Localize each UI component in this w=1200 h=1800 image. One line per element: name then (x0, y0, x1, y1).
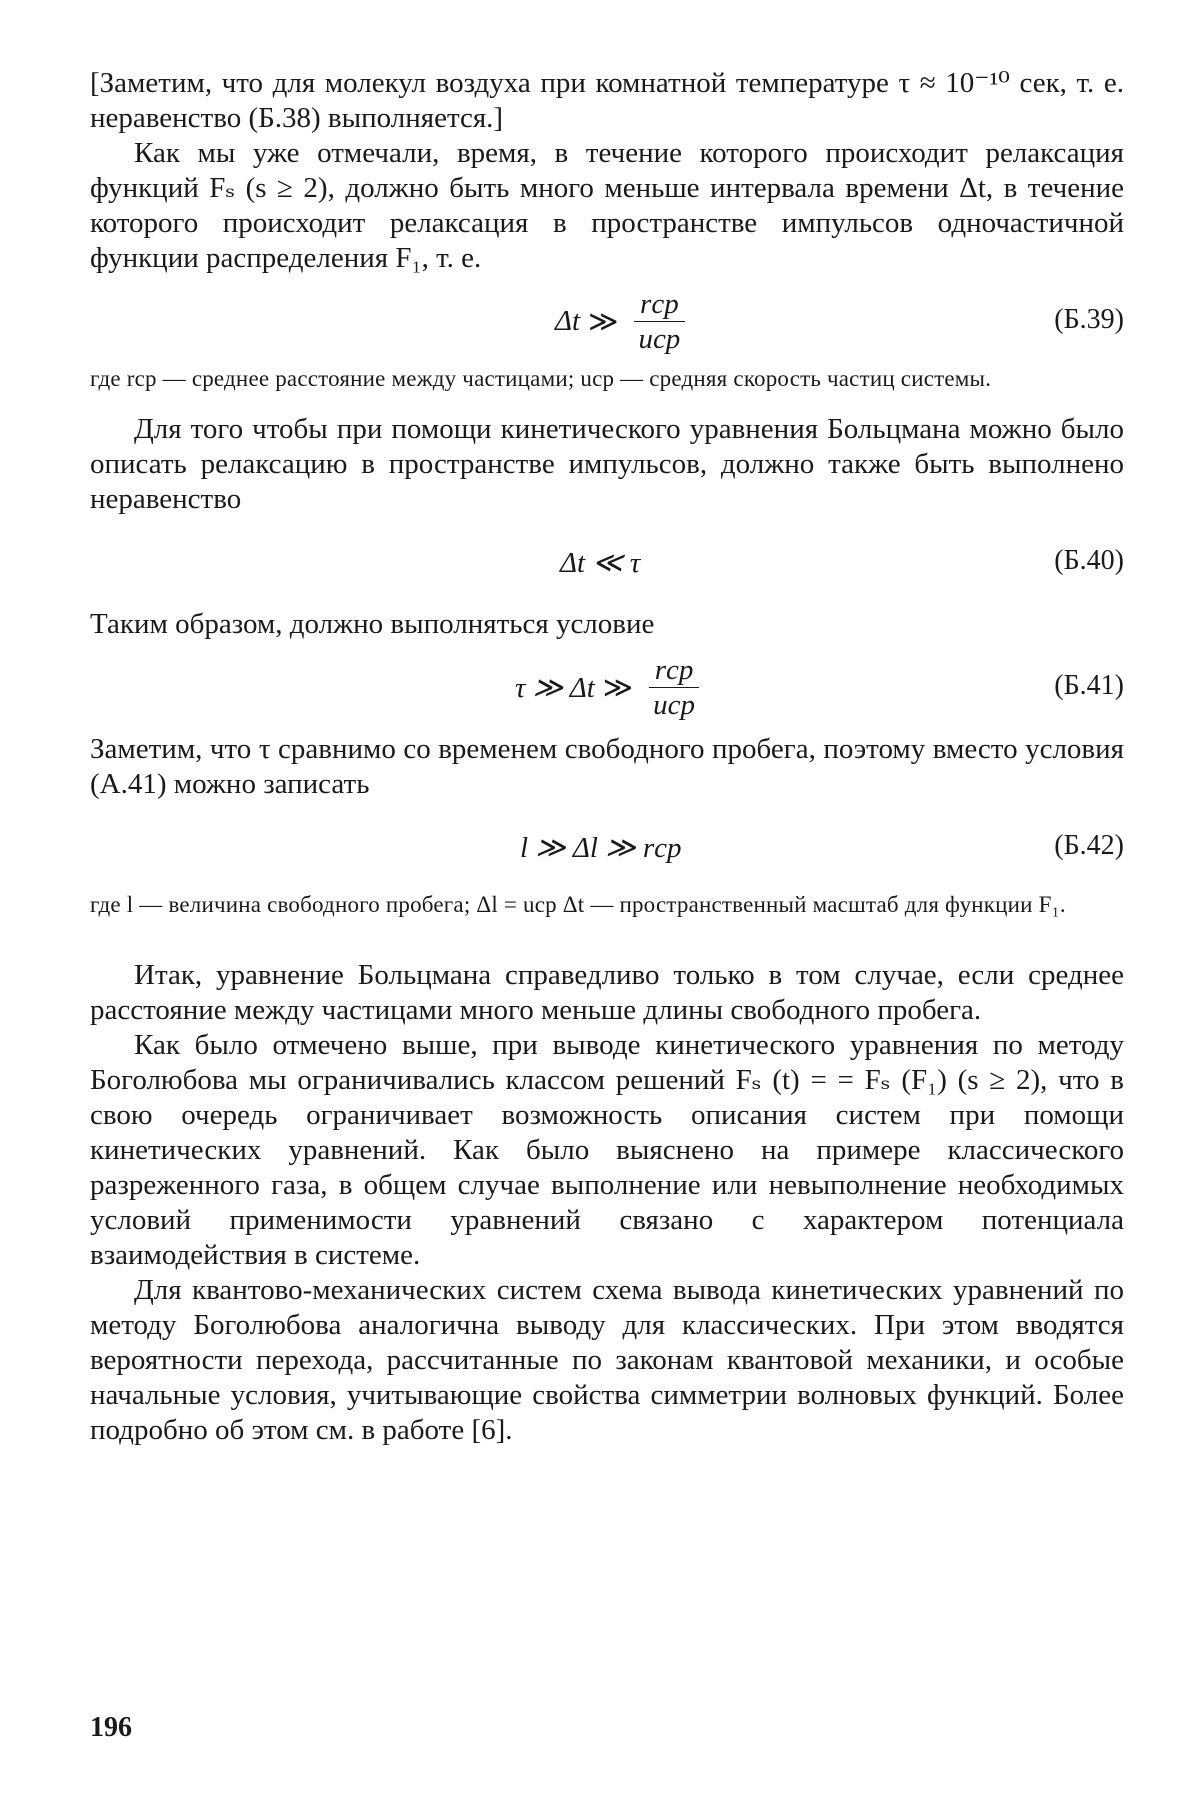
equation-b42-expression: l ≫ Δl ≫ rср (520, 831, 682, 864)
equation-b39-lhs: Δt (555, 304, 581, 337)
footnote-definitions-rcp-ucp: где rср — среднее расстояние между частицами; uср — средняя скорость частиц системы. (90, 366, 992, 391)
equation-b41-denominator: uср (653, 688, 696, 721)
equation-b41-label: (Б.41) (1054, 670, 1124, 701)
equation-b40-expression: Δt ≪ τ (560, 546, 641, 579)
paragraph-remark-air-molecules: [Заметим, что для молекул воздуха при комнатной температуре τ ≈ 10⁻¹⁰ сек, т. е. неравенство (Б.38) выполняется.] (90, 67, 1124, 134)
equation-b39 (90, 276, 1124, 366)
paragraph-relaxation-condition: Как мы уже отмечали, время, в течение которого происходит релаксация функций Fₛ (s ≥ 2), должно быть много меньше интервала времени Δt, в течение которого происходит релаксация в пространстве импульсов одночастичной функции распределения F₁, т. е. (90, 137, 1124, 274)
paragraph-quantum-systems: Для квантово-механических систем схема вывода кинетических уравнений по методу Боголюбова аналогична выводу для классических. При этом вводятся вероятности перехода, рассчитанные по законам квантовой механики, и особые начальные условия, учитывающие свойства симметрии волновых функций. Более подробно об этом см. в работе [6]. (90, 1274, 1124, 1446)
equation-b41-fraction (647, 655, 701, 720)
page-number: 196 (90, 1712, 132, 1743)
equation-b41-lhs: τ ≫ Δt (515, 671, 595, 704)
equation-b40-label: (Б.40) (1054, 545, 1124, 576)
paragraph-boltzmann-condition: Для того чтобы при помощи кинетического уравнения Больцмана можно было описать релаксацию в пространстве импульсов, должно также быть выполнено неравенство (90, 413, 1124, 515)
paragraph-boltzmann-validity: Итак, уравнение Больцмана справедливо только в том случае, если среднее расстояние между частицами много меньше длины свободного пробега. (90, 959, 1124, 1026)
footnote-free-path-definition: где l — величина свободного пробега; Δl = uср Δt — пространственный масштаб для функции F₁. (90, 892, 1066, 917)
paragraph-bogolyubov-method: Как было отмечено выше, при выводе кинетического уравнения по методу Боголюбова мы ограничивались классом решений Fₛ (t) = = Fₛ (F₁) (s ≥ 2), что в свою очередь ограничивает возможность описания систем при помощи кинетических уравнений. Как было выяснено на примере классического разреженного газа, в общем случае выполнение или невыполнение необходимых условий применимости уравнений связано с характером потенциала взаимодействия в системе. (90, 1029, 1124, 1271)
equation-b39-relation: ≫ (588, 305, 619, 338)
equation-b39-fraction (632, 289, 686, 354)
equation-b41 (90, 642, 1124, 732)
paragraph-free-path-remark: Заметим, что τ сравнимо со временем свободного пробега, поэтому вместо условия (А.41) можно записать (90, 733, 1124, 800)
book-page (90, 66, 1124, 1766)
equation-b39-denominator: uср (638, 322, 681, 355)
equation-b42-label: (Б.42) (1054, 830, 1124, 861)
equation-b40 (90, 517, 1124, 607)
equation-b39-numerator: rср (634, 289, 685, 322)
equation-b41-numerator: rср (649, 655, 700, 688)
equation-b39-label: (Б.39) (1054, 304, 1124, 335)
equation-b42 (90, 802, 1124, 892)
paragraph-thus-condition: Таким образом, должно выполняться условие (90, 608, 655, 640)
equation-b41-relation: ≫ (602, 671, 634, 704)
